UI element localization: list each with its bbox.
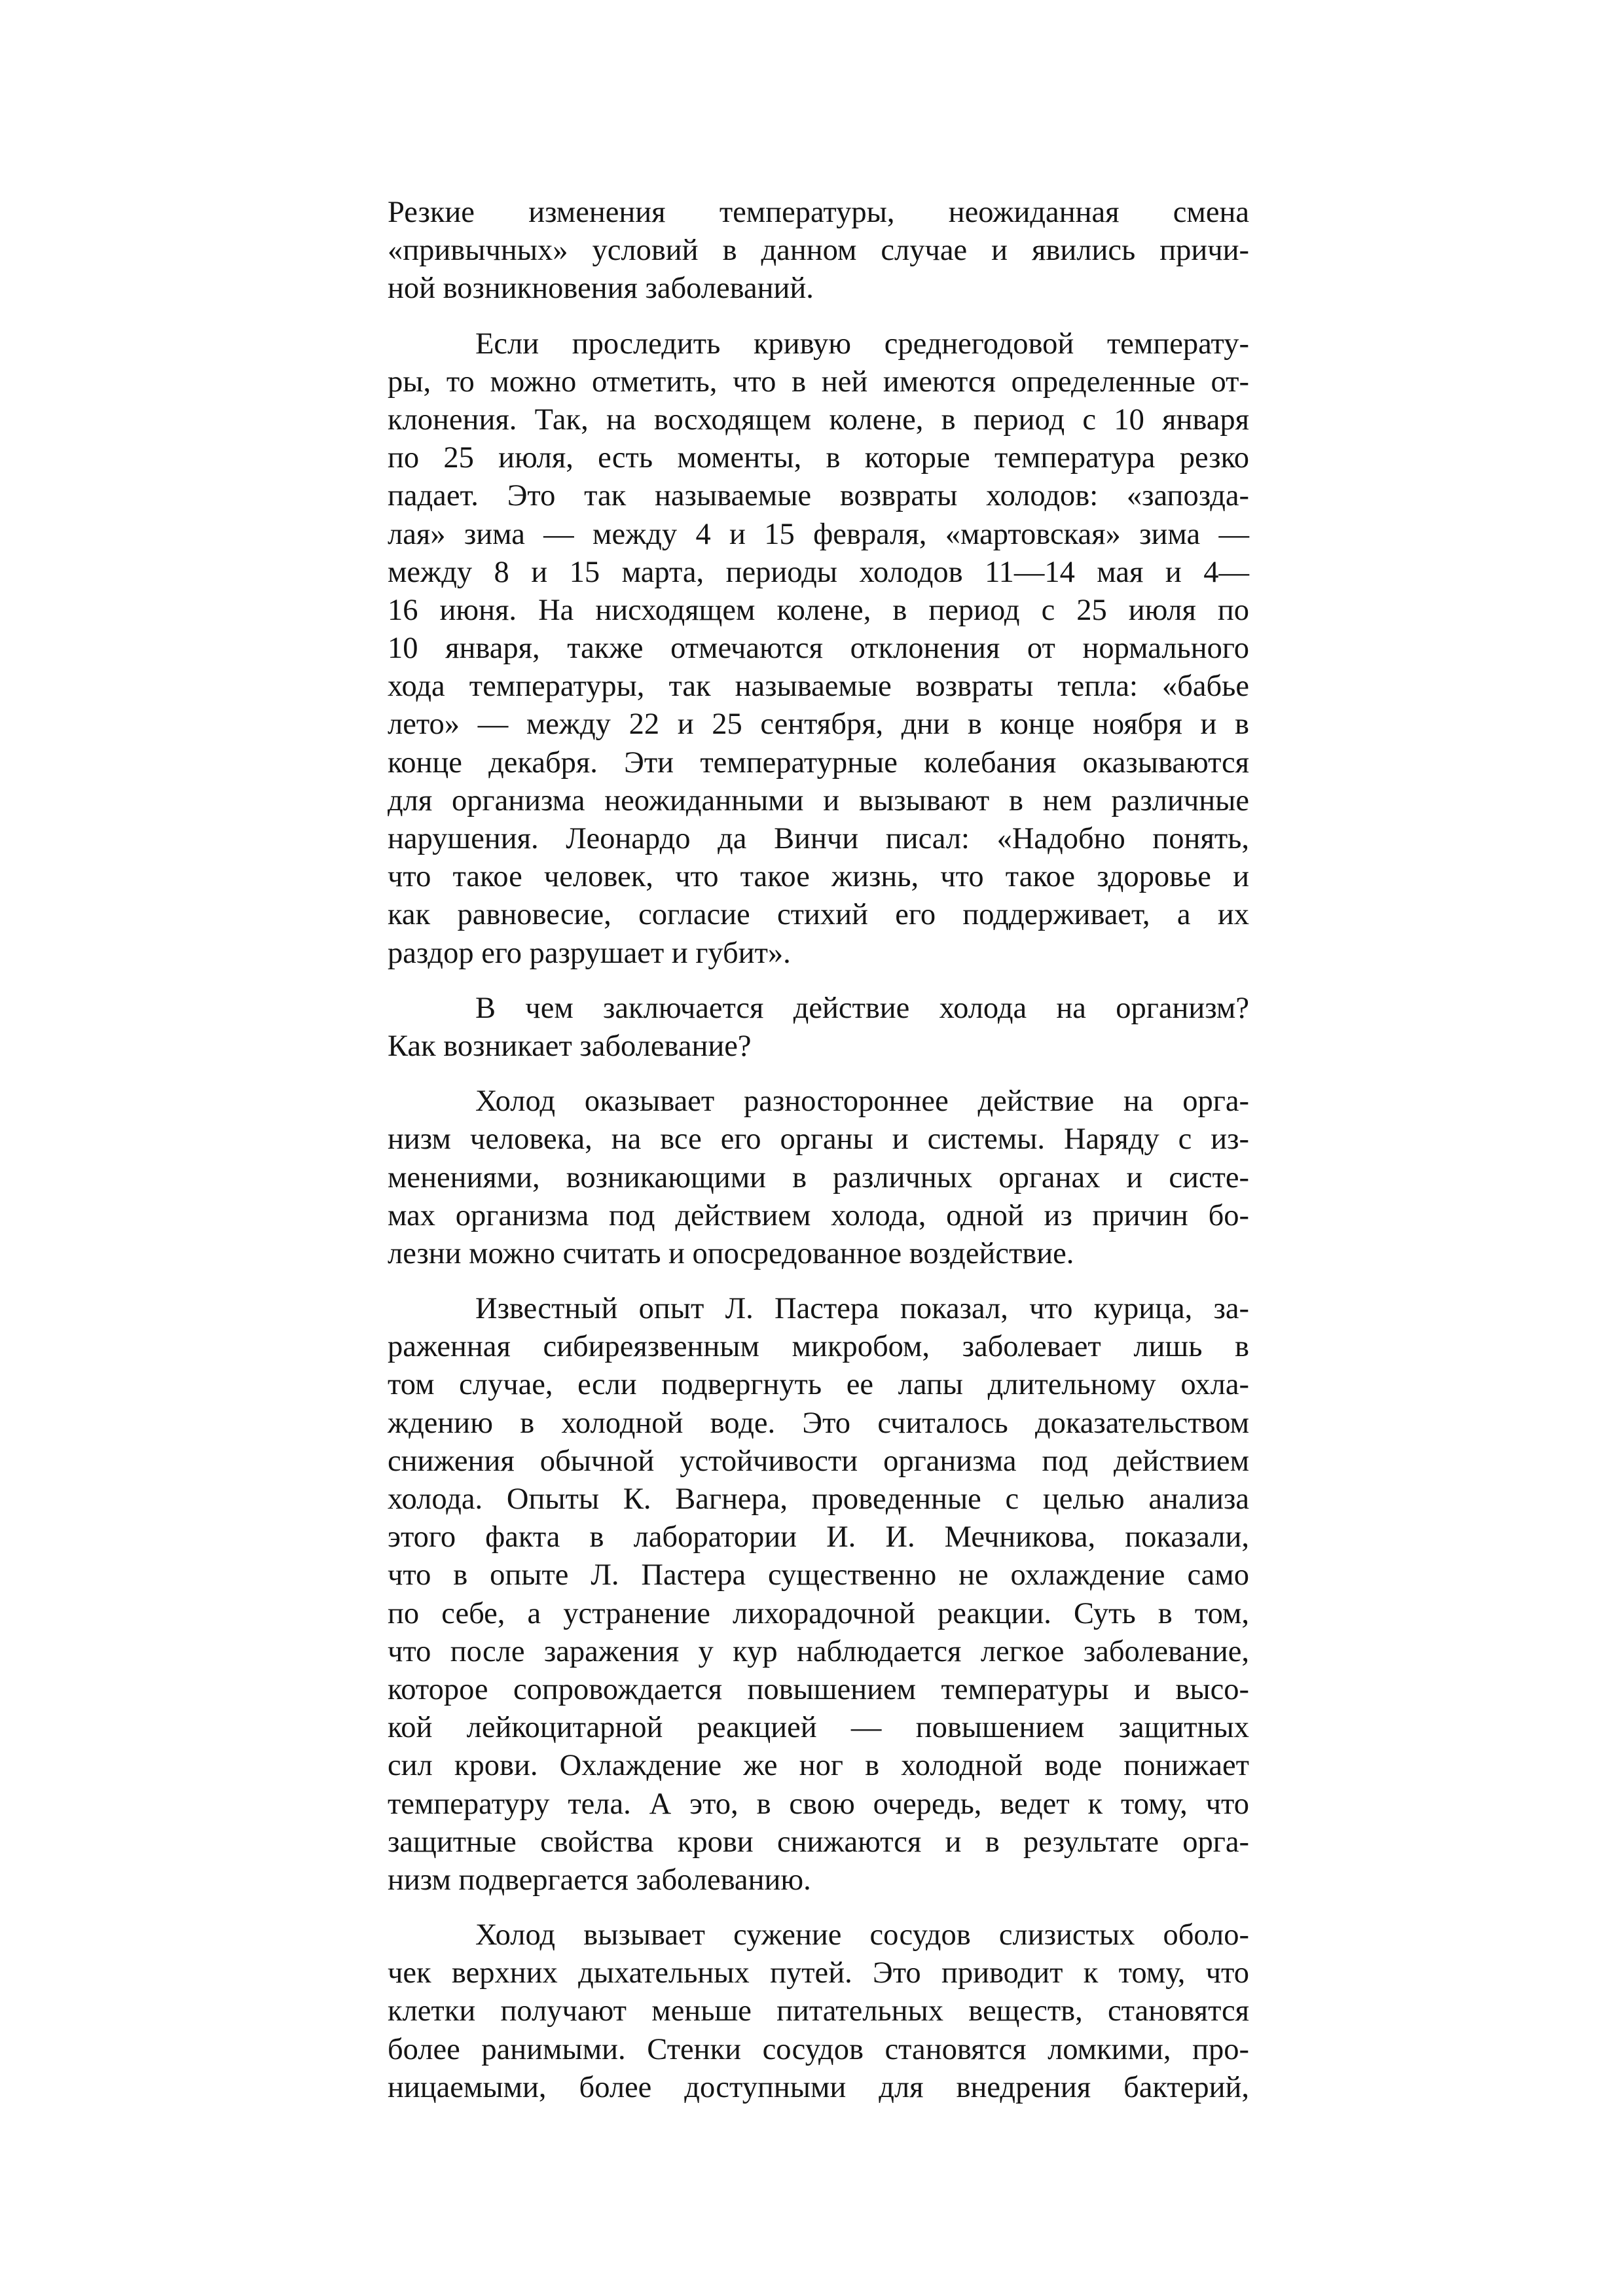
text-line: ждению в холодной воде. Это считалось доказательством [388, 1406, 1249, 1440]
paragraph-1 [388, 194, 1249, 308]
text-line: снижения обычной устойчивости организма под действием [388, 1444, 1249, 1478]
text-line: клонения. Так, на восходящем колене, в период с 10 января [388, 403, 1249, 437]
text-line: сил крови. Охлаждение же ног в холодной воде понижает [388, 1749, 1249, 1783]
text-line: для организма неожиданными и вызывают в нем различные [388, 783, 1249, 817]
paragraph-3 [388, 990, 1249, 1066]
text-line: что после заражения у кур наблюдается легкое заболевание, [388, 1634, 1249, 1668]
text-line: по себе, а устранение лихорадочной реакции. Суть в том, [388, 1596, 1249, 1630]
text-line: «привычных» условий в данном случае и явились причи- [388, 234, 1249, 268]
text-line: В чем заключается действие холода на организм? [475, 991, 1249, 1025]
text-line: ницаемыми, более доступными для внедрения бактерий, [388, 2070, 1249, 2104]
text-line: лето» — между 22 и 25 сентября, дни в конце ноября и в [388, 708, 1249, 742]
text-line: 10 января, также отмечаются отклонения от нормального [388, 632, 1249, 666]
text-line: как равновесие, согласие стихий его поддерживает, а их [388, 898, 1249, 932]
text-line: защитные свойства крови снижаются и в результате орга- [388, 1825, 1249, 1859]
text-line: Холод вызывает сужение сосудов слизистых оболо- [475, 1918, 1249, 1952]
text-line: Если проследить кривую среднегодовой температу- [475, 327, 1249, 361]
text-line: кой лейкоцитарной реакцией — повышением защитных [388, 1711, 1249, 1745]
text-line: конце декабря. Эти температурные колебания оказываются [388, 745, 1249, 780]
text-line: Резкие изменения температуры, неожиданная смена [388, 196, 1249, 229]
text-line: чек верхних дыхательных путей. Это приводит к тому, что [388, 1956, 1249, 1990]
text-line: падает. Это так называемые возвраты холодов: «запозда- [388, 479, 1249, 513]
body-text [388, 194, 1249, 2107]
text-line: раздор его разрушает и губит». [388, 936, 791, 970]
paragraph-6 [388, 1916, 1249, 2107]
text-line: холода. Опыты К. Вагнера, проведенные с целью анализа [388, 1482, 1249, 1516]
text-line: что такое человек, что такое жизнь, что такое здоровье и [388, 860, 1249, 894]
text-line: по 25 июля, есть моменты, в которые температура резко [388, 441, 1249, 475]
text-line: мах организма под действием холода, одной из причин бо- [388, 1198, 1249, 1232]
text-line: нарушения. Леонардо да Винчи писал: «Надобно понять, [388, 822, 1249, 855]
text-line: ры, то можно отметить, что в ней имеются определенные от- [388, 365, 1249, 399]
text-line: которое сопровождается повышением температуры и высо- [388, 1672, 1249, 1706]
text-line: хода температуры, так называемые возвраты тепла: «бабье [388, 670, 1249, 704]
text-line: более ранимыми. Стенки сосудов становятся ломкими, про- [388, 2032, 1249, 2066]
text-line: низм человека, на все его органы и системы. Наряду с из- [388, 1122, 1249, 1157]
text-line: этого факта в лаборатории И. И. Мечникова, показали, [388, 1520, 1249, 1554]
text-line: Известный опыт Л. Пастера показал, что курица, за- [475, 1292, 1249, 1326]
text-line: лая» зима — между 4 и 15 февраля, «мартовская» зима — [388, 517, 1249, 551]
text-line: низм подвергается заболеванию. [388, 1863, 811, 1897]
text-line: менениями, возникающими в различных органах и систе- [388, 1160, 1249, 1194]
text-line: клетки получают меньше питательных веществ, становятся [388, 1994, 1249, 2028]
text-line: Как возникает заболевание? [388, 1029, 752, 1063]
text-line: лезни можно считать и опосредованное воздействие. [388, 1236, 1074, 1270]
text-line: между 8 и 15 марта, периоды холодов 11—14 мая и 4— [388, 555, 1249, 589]
text-line: температуру тела. А это, в свою очередь, ведет к тому, что [388, 1787, 1249, 1821]
text-line: ной возникновения заболеваний. [388, 272, 814, 306]
paragraph-4 [388, 1083, 1249, 1273]
text-line: 16 июня. На нисходящем колене, в период с 25 июля по [388, 593, 1249, 627]
text-line: что в опыте Л. Пастера существенно не охлаждение само [388, 1558, 1249, 1592]
paragraph-5 [388, 1290, 1249, 1899]
text-line: Холод оказывает разностороннее действие на орга- [475, 1085, 1249, 1119]
text-line: том случае, если подвергнуть ее лапы длительному охла- [388, 1368, 1249, 1402]
text-line: раженная сибиреязвенным микробом, заболевает лишь в [388, 1330, 1249, 1364]
paragraph-2 [388, 325, 1249, 973]
